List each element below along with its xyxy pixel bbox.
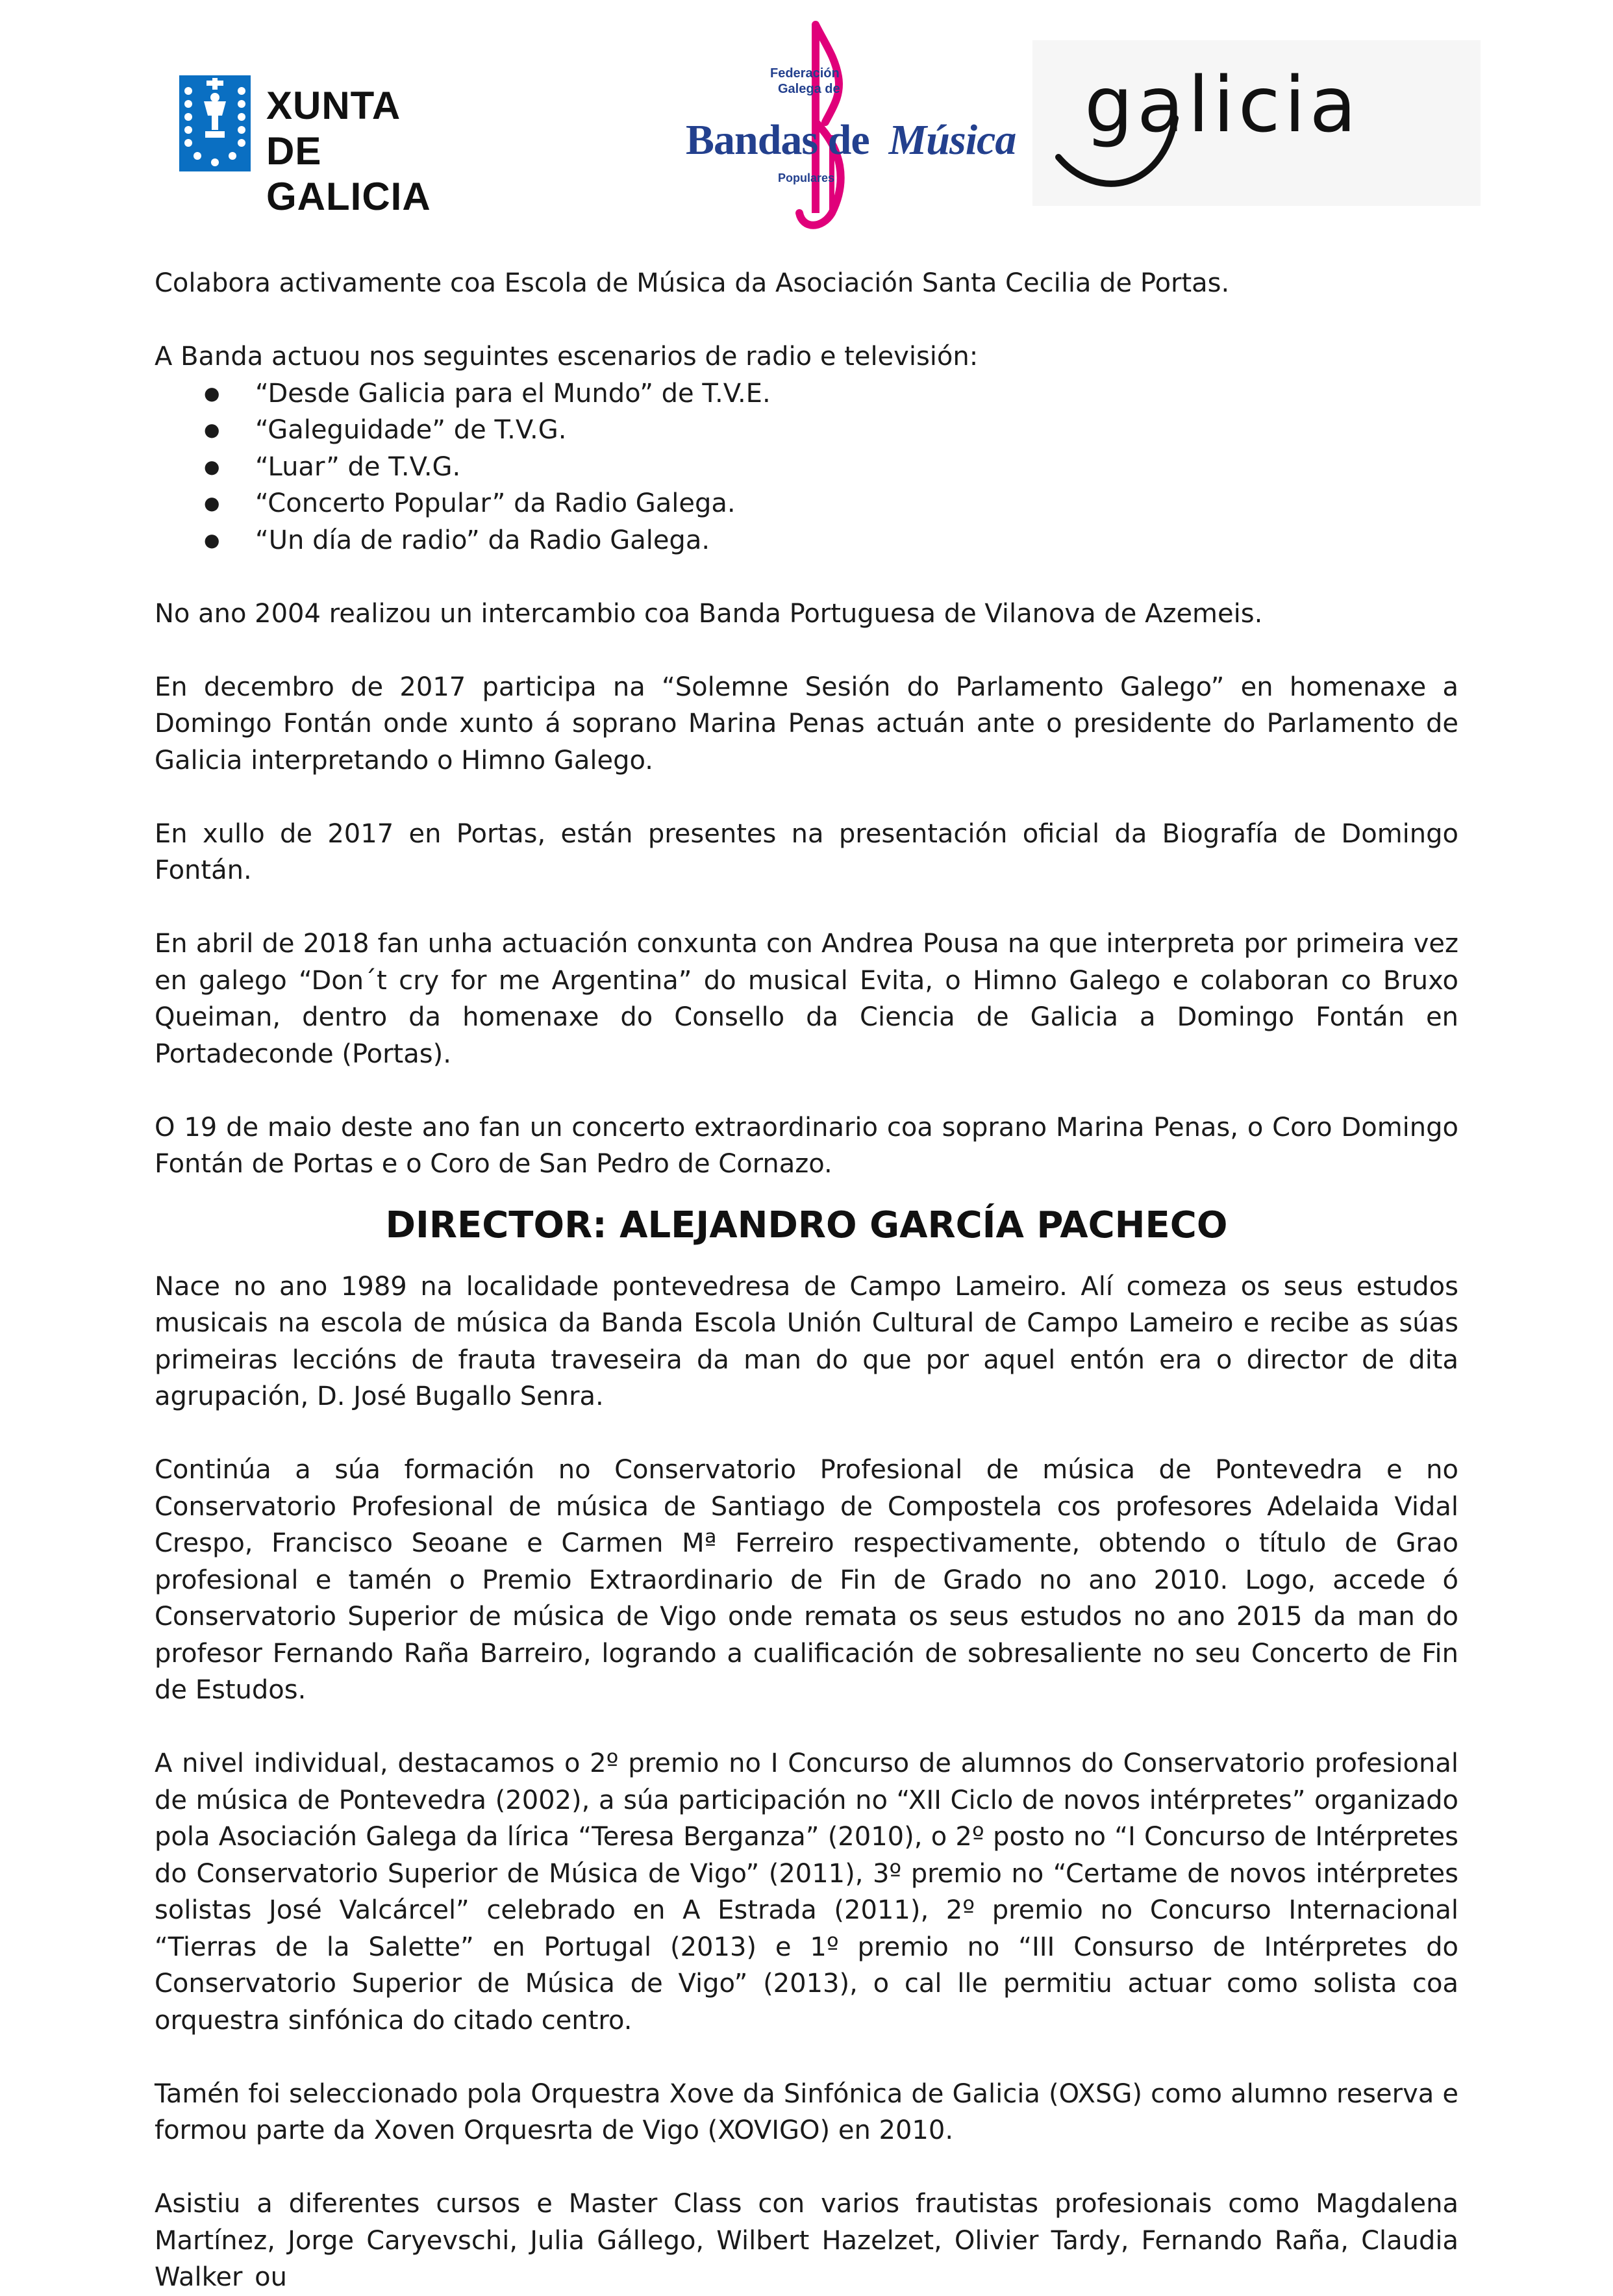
fgb-small-line1: Federación: [770, 66, 840, 81]
paragraph: O 19 de maio deste ano fan un concerto extraordinario coa soprano Marina Penas, o Coro Domingo Fontán de Portas e o Coro de San Pedro de Cornazo.: [155, 1112, 1458, 1179]
xunta-de-galicia-logo: [179, 75, 491, 218]
paragraph: En abril de 2018 fan unha actuación conxunta con Andrea Pousa na que interpreta por primeira vez en galego “Don´t cry for me Argentina” do musical Evita, o Himno Galego e colaboran co Bruxo Queiman, dentro da homenaxe do Consello da Ciencia de Galicia a Domingo Fontán en Portadeconde (Portas).: [155, 929, 1458, 1069]
fgb-musica: Música: [888, 116, 1016, 164]
xunta-logo-line2: DE GALICIA: [266, 129, 431, 218]
paragraph: Tamén foi seleccionado pola Orquestra Xove da Sinfónica de Galicia (OXSG) como alumno reserva e formou parte da Xoven Orquesrta de Vigo (XOVIGO) en 2010.: [155, 2078, 1458, 2145]
paragraph: Continúa a súa formación no Conservatorio Profesional de música de Pontevedra e no Conservatorio Profesional de música de Santiago de Compostela cos profesores Adelaida Vidal Crespo, Francisco Seoane e Carmen Mª Ferreiro respectivamente, obtendo o título de Grao profesional e tamén o Premio Extraordinario de Fin de Grado no ano 2010. Logo, accede ó Conservatorio Superior de música de Vigo onde remata os seus estudos no ano 2015 da man do profesor Fernando Raña Barreiro, logrando a cualificación de sobresaliente no seu Concerto de Fin de Estudos.: [155, 1455, 1458, 1705]
paragraph: En xullo de 2017 en Portas, están presentes na presentación oficial da Biografía de Domingo Fontán.: [155, 818, 1458, 885]
list-item: ● “Galeguidade” de T.V.G.: [155, 412, 1458, 449]
fgb-small-line2: Galega de: [778, 82, 840, 96]
list-item: ● “Concerto Popular” da Radio Galega.: [155, 485, 1458, 522]
list-item: ● “Un día de radio” da Radio Galega.: [155, 522, 1458, 559]
xunta-shield-icon: [179, 75, 251, 171]
paragraph: En decembro de 2017 participa na “Solemne Sesión do Parlamento Galego” en homenaxe a Domingo Fontán onde xunto á soprano Marina Penas actuán ante o presidente do Parlamento de Galicia interpretando o Himno Galego.: [155, 672, 1458, 776]
fgb-small-bottom: Populares: [778, 171, 835, 184]
federacion-bandas-logo: [686, 18, 1016, 233]
paragraph: Asistiu a diferentes cursos e Master Class con varios frautistas profesionais como Magdalena Martínez, Jorge Caryevschi, Julia Gállego, Wilbert Hazelzet, Olivier Tardy, Fernando Raña, Claudia Walker ou: [155, 2189, 1458, 2292]
section-heading: DIRECTOR: ALEJANDRO GARCÍA PACHECO: [385, 1204, 1228, 1246]
page-header: [0, 0, 1613, 240]
paragraph: No ano 2004 realizou un intercambio coa Banda Portuguesa de Vilanova de Azemeis.: [155, 598, 1263, 629]
paragraph: Colabora activamente coa Escola de Música da Asociación Santa Cecilia de Portas.: [155, 268, 1230, 298]
xunta-logo-text: [266, 83, 491, 220]
media-list: [155, 375, 1458, 559]
paragraph: Nace no ano 1989 na localidade pontevedresa de Campo Lameiro. Alí comeza os seus estudos musicais na escola de música da Banda Escola Unión Cultural de Campo Lameiro e recibe as súas primeiras leccións de frauta traveseira da man do que por aquel entón era o director de dita agrupación, D. José Bugallo Senra.: [155, 1271, 1458, 1411]
paragraph-media-intro: A Banda actuou nos seguintes escenarios de radio e televisión:: [155, 342, 979, 372]
galicia-logo-text: galicia: [1084, 60, 1360, 149]
galicia-logo: [1032, 40, 1481, 206]
fgb-main-text: [686, 116, 1016, 165]
list-item: ● “Desde Galicia para el Mundo” de T.V.E.: [155, 375, 1458, 412]
list-item: ● “Luar” de T.V.G.: [155, 449, 1458, 486]
paragraph: A nivel individual, destacamos o 2º premio no I Concurso de alumnos do Conservatorio profesional de música de Pontevedra (2002), a súa participación no “XII Ciclo de novos intérpretes” organizado pola Asociación Galega da lírica “Teresa Berganza” (2010), o 2º posto no “I Concurso de Intérpretes do Conservatorio Superior de Música de Vigo” (2011), 3º premio no “Certame de novos intérpretes solistas José Valcárcel” celebrado en A Estrada (2011), 2º premio no Concurso Internacional “Tierras de la Salette” en Portugal (2013) e 1º premio no “III Consurso de Intérpretes do Conservatorio Superior de Música de Vigo” (2013), o cal lle permitiu actuar como solista coa orquestra sinfónica do citado centro.: [155, 1748, 1458, 2036]
xunta-logo-line1: XUNTA: [266, 84, 401, 127]
document-body: [155, 265, 1458, 2296]
fgb-bandas-de: Bandas de: [686, 116, 869, 164]
